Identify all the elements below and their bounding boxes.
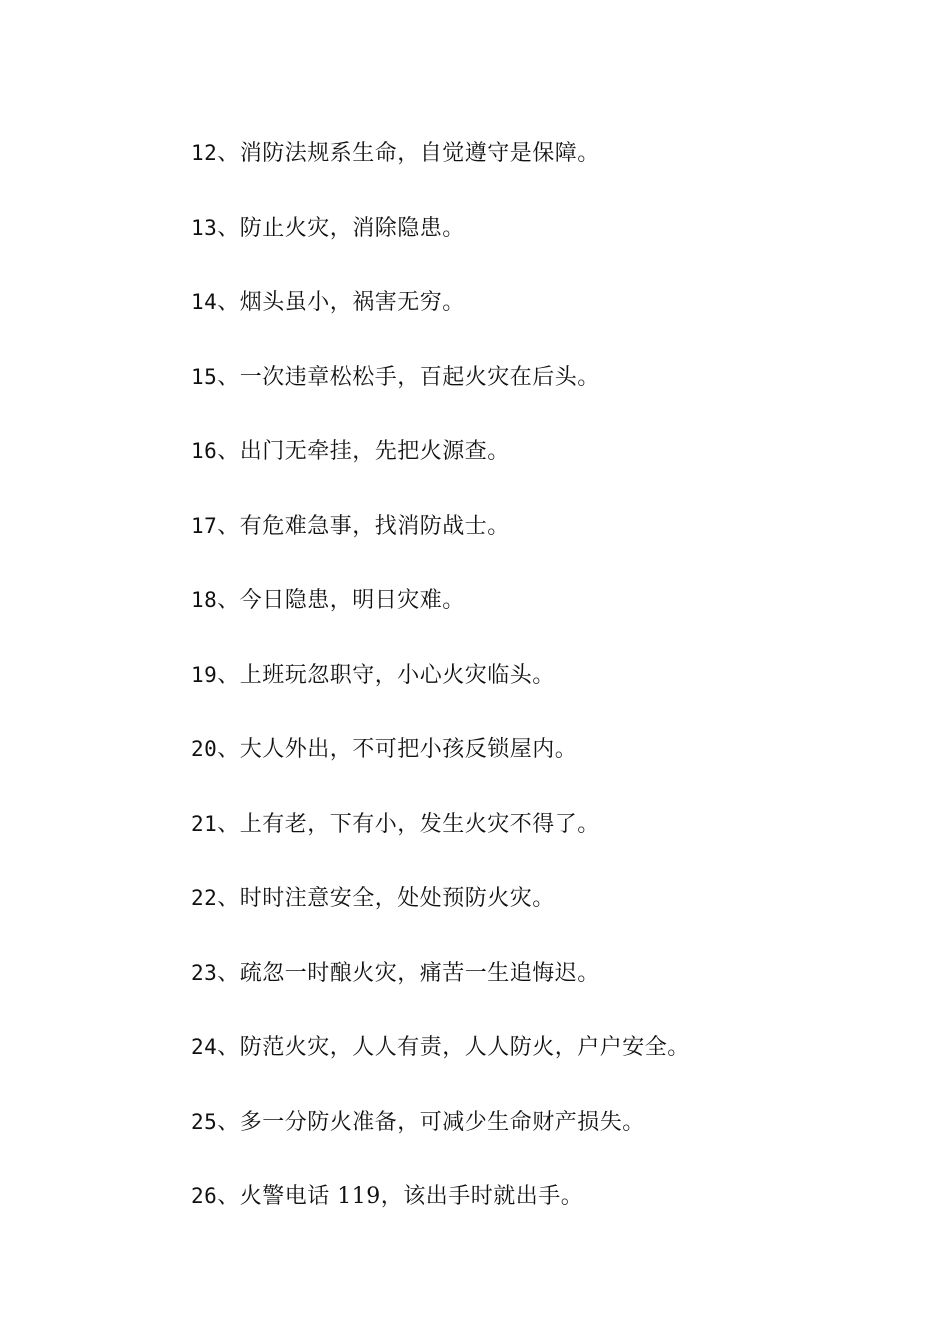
item-text: 、时时注意安全，处处预防火灾。: [217, 886, 555, 911]
item-number: 19: [191, 662, 218, 687]
list-item: [191, 209, 690, 284]
list-item: [191, 954, 690, 1029]
item-text: 、消防法规系生命，自觉遵守是保障。: [217, 141, 600, 166]
item-text: 、出门无牵挂，先把火源查。: [217, 439, 510, 464]
item-text: 、疏忽一时酿火灾，痛苦一生追悔迟。: [217, 960, 600, 986]
item-text: 、防止火灾，消除隐患。: [217, 215, 465, 241]
item-number: 21: [191, 811, 218, 836]
item-number: 12: [191, 141, 218, 165]
list-item: [191, 805, 690, 880]
item-number: 20: [191, 737, 218, 761]
item-number: 13: [191, 215, 218, 240]
item-text: 、上有老，下有小，发生火灾不得了。: [217, 811, 600, 837]
item-text: 、一次违章松松手，百起火灾在后头。: [217, 364, 600, 390]
item-number: 14: [191, 290, 218, 314]
list-item: [191, 1028, 690, 1103]
item-number: 15: [191, 364, 218, 389]
item-text: 、火警电话 119，该出手时就出手。: [217, 1184, 584, 1209]
list-item: [191, 730, 690, 805]
list-item: [191, 358, 690, 433]
list-item: [191, 1103, 690, 1178]
slogan-list: [191, 134, 690, 1252]
item-number: 25: [191, 1109, 218, 1134]
item-text: 、上班玩忽职守，小心火灾临头。: [217, 662, 555, 688]
list-item: [191, 432, 690, 507]
item-number: 26: [191, 1184, 218, 1208]
list-item: [191, 656, 690, 731]
item-number: 18: [191, 588, 218, 612]
list-item: [191, 1177, 690, 1252]
list-item: [191, 507, 690, 582]
item-text: 、烟头虽小，祸害无穷。: [217, 290, 465, 315]
item-text: 、大人外出，不可把小孩反锁屋内。: [217, 737, 578, 762]
item-number: 17: [191, 513, 218, 538]
item-text: 、防范火灾，人人有责，人人防火，户户安全。: [217, 1035, 690, 1060]
item-number: 23: [191, 960, 218, 985]
item-text: 、多一分防火准备，可减少生命财产损失。: [217, 1109, 645, 1135]
item-number: 24: [191, 1035, 218, 1059]
item-number: 16: [191, 439, 218, 463]
item-text: 、有危难急事，找消防战士。: [217, 513, 510, 539]
item-text: 、今日隐患，明日灾难。: [217, 588, 465, 613]
list-item: [191, 581, 690, 656]
item-number: 22: [191, 886, 218, 910]
list-item: [191, 283, 690, 358]
list-item: [191, 134, 690, 209]
list-item: [191, 879, 690, 954]
